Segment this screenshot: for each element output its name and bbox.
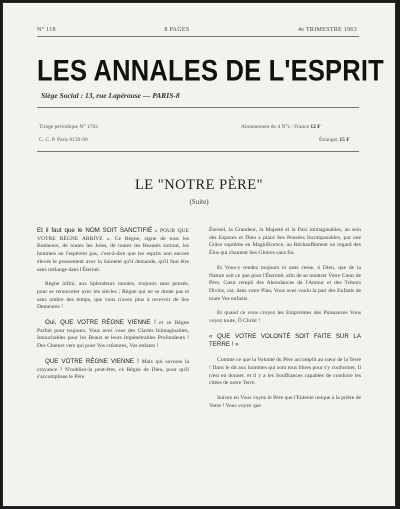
paragraph-text: Et Vous-y rendez toujours et sans cesse, ô Dieu, que de la Nature soit ce que pour l'Éternité, afin de se montrer Votre Cœur de Père, Cœur rempli des Abondances de l'Amour et des Trésors Divins, car, dans votre Plan, Vous avez voulu la part des Enfants de toute Vos enfants. <box>209 264 361 302</box>
paragraph <box>209 357 361 388</box>
issue-info-line <box>37 27 357 33</box>
paragraph <box>209 310 361 325</box>
issue-number: N° 118 <box>37 27 56 33</box>
article-title: LE "NOTRE PÈRE" <box>134 177 264 193</box>
paragraph-lead: Et il faut que le NOM SOIT SANCTIFIÉ <box>37 227 153 234</box>
paragraph-text: Règne infini, aux Splendeurs inouïes, toujours sans pensée, pour se renouveler avec les siècles ; Règne qui ne se doute pas et sans ombre des temps, que vous n'avez plus à recevoir de Ses Demeures ! <box>37 281 189 311</box>
paragraph <box>209 227 361 258</box>
paragraph-lead: QUE VOTRE RÈGNE VIENNE ! <box>45 357 139 365</box>
paragraph-text: Et quand ce vous croyez les Empreintes des Puissances Vous voyez toute, Ô Christ ! <box>209 310 361 325</box>
paragraph-lead: « QUE VOTRE VOLONTÉ SOIT FAITE SUR LA TERRE ! » <box>209 332 361 349</box>
paragraph-text: Comme ce que la Volonté du Père accomplit au cœur de la Terre ! Dans le dit aux hommes qui sont tous libres pour s'y conformer. Il n'est en donner, et il y a les Souffrances capables de conduire les citées de notre Terre. <box>209 357 361 387</box>
paragraph <box>209 333 361 350</box>
masthead-rule <box>37 107 359 108</box>
paragraph-lead: Oui, QUE VOTRE RÈGNE VIENNE ! <box>45 319 156 327</box>
subscription-foreign-label: Étranger <box>319 137 338 143</box>
paragraph-text: « POUR QUE VOTRE RÈGNE ARRIVE ». Ce Règne, signe de tous les Bonheurs, de toutes les Joies, de toutes les Beautés surtout, les hommes ne l'espèrent pas, c'est-à-dire que les esprits non encore élevés le pressentent avec la Sainteté qu'il demande, qu'il faut être sans mélange dans l'Éternel. <box>37 228 189 273</box>
article-column-left <box>37 227 189 505</box>
paragraph <box>209 265 361 304</box>
registration-number: Tirage périodique N° 1702 <box>39 124 98 130</box>
article-subtitle: (Suite) <box>189 198 209 206</box>
issue-quarter: 4e TRIMESTRE 1963 <box>298 27 357 33</box>
paragraph-text: Suivez en Vous voyez le Père que l'Entente unique à la prière de Votre ! Vous voyez que <box>209 394 361 409</box>
paragraph <box>37 358 189 382</box>
head-office-address: Siège Social : 13, rue Lapérouse — PARIS-8 <box>41 91 180 100</box>
page-count: 8 PAGES <box>164 27 190 33</box>
article-column-right <box>209 227 361 505</box>
paragraph <box>37 227 189 274</box>
newspaper-page <box>3 3 395 506</box>
paragraph <box>209 395 361 410</box>
top-rule <box>37 36 359 37</box>
subscription-foreign-price: 15 F <box>339 137 350 143</box>
paragraph <box>37 319 189 351</box>
paragraph <box>37 281 189 312</box>
masthead-title: LES ANNALES DE L'ESPRIT <box>37 55 384 88</box>
paragraph-text: Éternel, la Grandeur, la Majesté et la Paix inimaginables, au sein des Espaces et Dieu a placé Ses Pensées Incomparables, par une Grâce suprême en Magnificence, au Réchauffement un regard des Élus qui chantent Ses Gloires sans fin. <box>209 227 361 257</box>
subscription-france <box>241 124 321 130</box>
postal-account: C. C. P. Paris 8139-90 <box>39 137 88 143</box>
subscription-france-price: 12 F <box>310 124 321 130</box>
subscription-foreign <box>319 137 350 143</box>
subscription-france-label: Abonnement de 4 N°s : France <box>241 124 310 130</box>
paragraph-text: et ce Règne Parfait pour toujours. Vous avez vous des Clartés Inimaginables, Intouchables pour les Beaux et leurs Impénétrables Profondeurs ! Des Chœurs vers qui pour Vos créatures, Vos enfants ! <box>37 320 189 350</box>
meta-rule <box>37 151 359 152</box>
paragraph-text: Mais qui savions la croyance ? N'oubliez-la peut-être, ce Règne de Dieu, pour qu'il s'accomplisse le Père <box>37 358 190 381</box>
